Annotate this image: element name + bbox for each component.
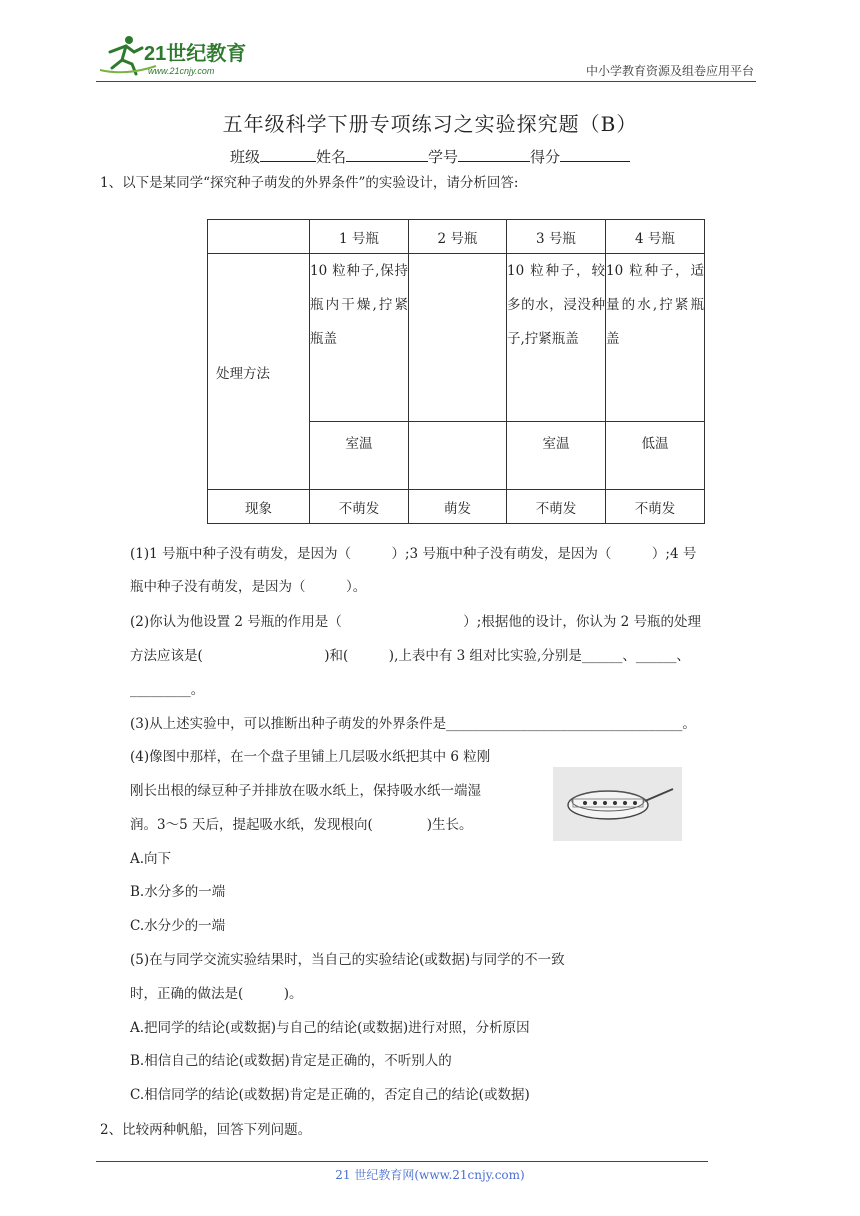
footer-link[interactable]: 21 世纪教育网(www.21cnjy.com)	[335, 1168, 525, 1182]
q1-part2-line3: _________。	[130, 682, 205, 698]
q1-part2-line1: (2)你认为他设置 2 号瓶的作用是（ ）;根据他的设计，你认为 2 号瓶的处理	[130, 614, 702, 630]
table-header-bottle-2: 2 号瓶	[409, 220, 507, 254]
q1-part3: (3)从上述实验中，可以推断出种子萌发的外界条件是___________________________________。	[130, 716, 696, 732]
q1-part2-line2: 方法应该是( )和( ),上表中有 3 组对比实验,分别是______、______、	[130, 648, 690, 664]
footer-divider	[96, 1161, 708, 1162]
score-blank[interactable]	[560, 147, 630, 162]
logo-url: www.21cnjy.com	[148, 66, 215, 76]
q1-part1-line1: (1)1 号瓶中种子没有萌发，是因为（ ）;3 号瓶中种子没有萌发，是因为（ ）;4 号	[130, 546, 697, 562]
seed-plate-image	[553, 767, 682, 841]
name-blank[interactable]	[346, 147, 428, 162]
header-divider	[96, 81, 756, 82]
experiment-table	[207, 219, 705, 524]
row-label-method: 处理方法	[208, 254, 310, 490]
q1-part5-option-a: A.把同学的结论(或数据)与自己的结论(或数据)进行对照，分析原因	[130, 1020, 530, 1036]
table-header-empty	[208, 220, 310, 254]
table-header-bottle-4: 4 号瓶	[606, 220, 705, 254]
header-platform-text: 中小学教育资源及组卷应用平台	[585, 64, 754, 78]
id-blank[interactable]	[458, 147, 530, 162]
result-bottle-2: 萌发	[409, 490, 507, 524]
q1-part4-line3: 润。3～5 天后，提起吸水纸，发现根向( )生长。	[130, 817, 473, 833]
q1-part5-line2: 时，正确的做法是( )。	[130, 986, 303, 1002]
temp-bottle-3: 室温	[507, 422, 606, 490]
table-header-bottle-3: 3 号瓶	[507, 220, 606, 254]
logo-text: 21世纪教育	[144, 43, 247, 65]
method-bottle-3: 10 粒种子，较多的水，浸没种子,拧紧瓶盖	[507, 254, 606, 422]
name-label: 姓名	[315, 148, 346, 166]
result-bottle-4: 不萌发	[606, 490, 705, 524]
result-bottle-1: 不萌发	[310, 490, 409, 524]
q1-part4-option-b: B.水分多的一端	[130, 884, 226, 900]
class-label: 班级	[229, 148, 260, 166]
temp-bottle-1: 室温	[310, 422, 409, 490]
temp-bottle-4: 低温	[606, 422, 705, 490]
method-bottle-1: 10 粒种子,保持瓶内干燥,拧紧瓶盖	[310, 254, 409, 422]
temp-bottle-2	[409, 422, 507, 490]
table-header-bottle-1: 1 号瓶	[310, 220, 409, 254]
class-blank[interactable]	[260, 147, 316, 162]
q1-part4-line1: (4)像图中那样，在一个盘子里铺上几层吸水纸把其中 6 粒刚	[130, 749, 491, 765]
q1-stem: 1、以下是某同学“探究种子萌发的外界条件”的实验设计，请分析回答:	[100, 175, 519, 191]
method-bottle-2	[409, 254, 507, 422]
q1-part5-option-c: C.相信同学的结论(或数据)肯定是正确的，否定自己的结论(或数据)	[130, 1087, 530, 1103]
q1-part4-line2: 刚长出根的绿豆种子并排放在吸水纸上，保持吸水纸一端湿	[130, 783, 481, 799]
result-bottle-3: 不萌发	[507, 490, 606, 524]
q1-part5-line1: (5)在与同学交流实验结果时，当自己的实验结论(或数据)与同学的不一致	[130, 952, 565, 968]
q2-stem: 2、比较两种帆船，回答下列问题。	[100, 1122, 312, 1138]
q1-part4-option-c: C.水分少的一端	[130, 918, 226, 934]
site-logo	[96, 30, 266, 80]
page-title: 五年级科学下册专项练习之实验探究题（B）	[222, 112, 638, 136]
row-label-result: 现象	[208, 490, 310, 524]
student-info-line	[0, 146, 860, 167]
score-label: 得分	[530, 148, 561, 166]
method-bottle-4: 10 粒种子，适量的水,拧紧瓶盖	[606, 254, 705, 422]
q1-part1-line2: 瓶中种子没有萌发，是因为（ ）。	[130, 579, 367, 595]
id-label: 学号	[428, 148, 459, 166]
q1-part5-option-b: B.相信自己的结论(或数据)肯定是正确的，不听别人的	[130, 1053, 452, 1069]
q1-part4-option-a: A.向下	[130, 851, 172, 867]
